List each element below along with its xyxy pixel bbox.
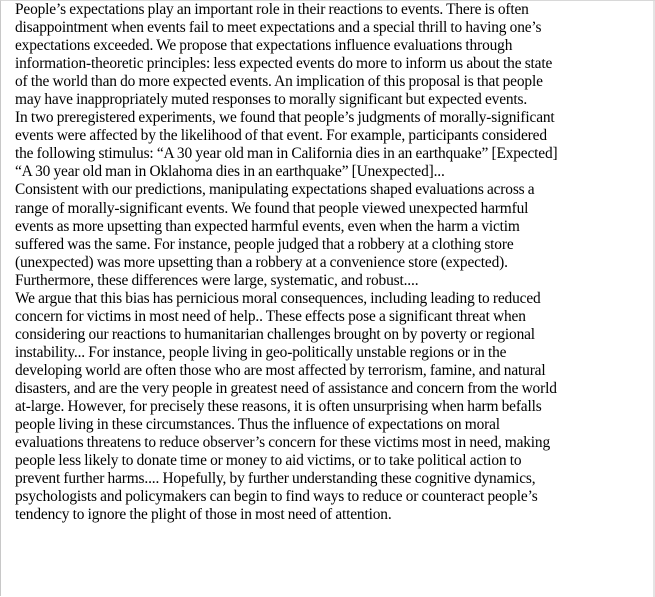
text-line: events as more upsetting than expected harmful events, even when the harm a victim	[15, 217, 520, 235]
text-line: may have inappropriately muted responses to morally significant but expected events.	[15, 91, 528, 109]
text-line: people less likely to donate time or money to aid victims, or to take political action to	[15, 452, 522, 470]
text-line: prevent further harms.... Hopefully, by further understanding these cognitive dynamics,	[15, 470, 536, 488]
text-line: In two preregistered experiments, we found that people’s judgments of morally-significant	[15, 109, 555, 127]
text-line: “A 30 year old man in Oklahoma dies in an earthquake” [Unexpected]...	[15, 163, 445, 181]
text-line: We argue that this bias has pernicious moral consequences, including leading to reduced	[15, 289, 541, 307]
text-line: psychologists and policymakers can begin to find ways to reduce or counteract people’s	[15, 488, 538, 506]
paragraph-results	[6, 181, 655, 289]
text-line: evaluations threatens to reduce observer’s concern for these victims most in need, making	[15, 434, 551, 452]
paragraph-experiments	[6, 109, 655, 181]
text-line: tendency to ignore the plight of those in most need of attention.	[15, 506, 392, 524]
text-line: at-large. However, for precisely these reasons, it is often unsurprising when harm befalls	[15, 398, 542, 416]
text-line: range of morally-significant events. We found that people viewed unexpected harmful	[15, 199, 529, 217]
text-line: Furthermore, these differences were large, systematic, and robust....	[15, 271, 419, 289]
text-line: the following stimulus: “A 30 year old man in California dies in an earthquake” [Expected]	[15, 145, 558, 163]
text-line: concern for victims in most need of help.. These effects pose a significant threat when	[15, 307, 526, 325]
text-line: suffered was the same. For instance, people judged that a robbery at a clothing store	[15, 235, 514, 253]
text-line: Consistent with our predictions, manipulating expectations shaped evaluations across a	[15, 181, 535, 199]
text-line: considering our reactions to humanitarian challenges brought on by poverty or regional	[15, 325, 535, 343]
text-line: People’s expectations play an important role in their reactions to events. There is often	[15, 1, 529, 18]
document-body[interactable]	[6, 1, 655, 524]
text-line: expectations exceeded. We propose that expectations influence evaluations through	[15, 37, 513, 55]
paragraph-consequences	[6, 290, 655, 525]
text-line: disappointment when events fail to meet expectations and a special thrill to having one’s	[15, 19, 542, 37]
text-line: instability... For instance, people living in geo-politically unstable regions or in the	[15, 343, 507, 361]
text-line: developing world are often those who are most affected by terrorism, famine, and natural	[15, 361, 546, 379]
text-line: events were affected by the likelihood of that event. For example, participants considered	[15, 127, 547, 145]
text-line: of the world than do more expected events. An implication of this proposal is that people	[15, 73, 543, 91]
text-line: disasters, and are the very people in greatest need of assistance and concern from the world	[15, 379, 557, 397]
text-line: people living in these circumstances. Thus the influence of expectations on moral	[15, 416, 500, 434]
text-line: (unexpected) was more upsetting than a robbery at a convenience store (expected).	[15, 253, 508, 271]
paragraph-expectations-intro	[6, 1, 655, 109]
text-line: information-theoretic principles: less expected events do more to inform us about the state	[15, 55, 553, 73]
